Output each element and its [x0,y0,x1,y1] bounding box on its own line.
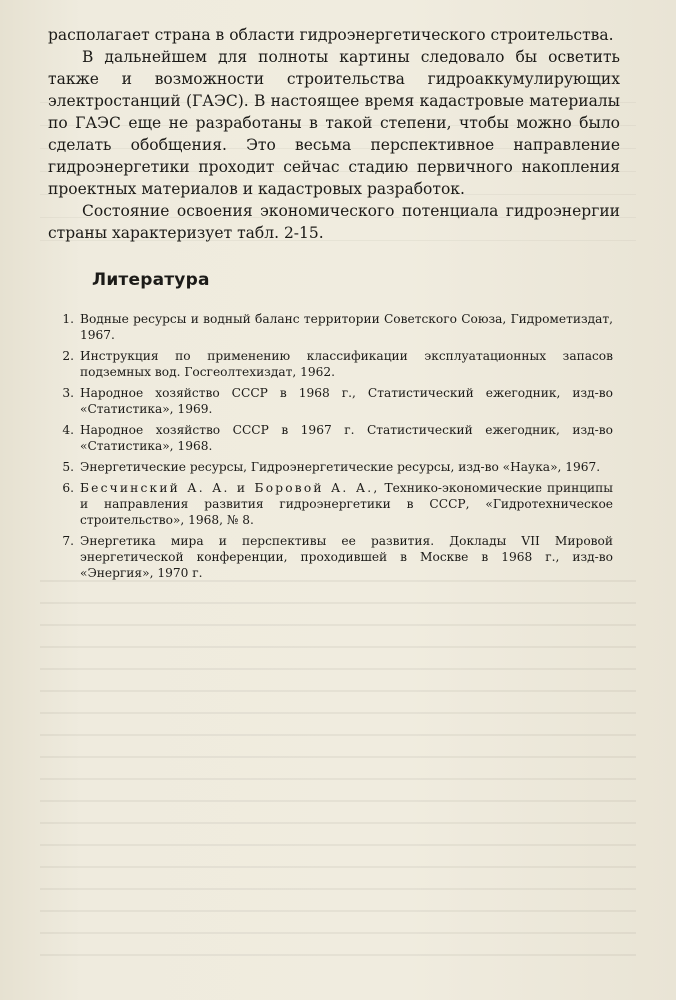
reference-number: 7. [62,534,74,548]
reference-item [48,348,613,380]
reference-item [48,385,613,417]
reference-item [48,422,613,454]
reference-number: 5. [62,460,74,474]
reference-number: 6. [62,481,74,495]
reference-item [48,480,613,528]
reference-text: Народное хозяйство СССР в 1968 г., Статистический ежегодник, изд-во «Статистика», 1969. [80,386,613,416]
reference-text: Энергетика мира и перспективы ее развития. Доклады VII Мировой энергетической конференции, проходившей в Москве в 1968 г., изд-во «Энергия», 1970 г. [80,534,613,580]
reference-author: Бесчинский А. А. и Боровой А. А., [80,481,380,495]
reference-text: Инструкция по применению классификации эксплуатационных запасов подземных вод. Госгеолтехиздат, 1962. [80,349,613,379]
reference-text [80,480,613,528]
paragraph-continued: располагает страна в области гидроэнергетического строительства. [48,26,614,44]
reference-text: Народное хозяйство СССР в 1967 г. Статистический ежегодник, изд-во «Статистика», 1968. [80,423,613,453]
reference-number: 3. [62,386,74,400]
paragraph-table-ref: Состояние освоения экономического потенциала гидроэнергии страны характеризует табл. 2-15. [48,202,620,242]
reference-number: 4. [62,423,74,437]
show-through-lower [40,560,636,956]
reference-item [48,533,613,581]
reference-title: Технико-экономические принципы и направления развития гидроэнергетики в СССР, «Гидротехническое строительство», 1968, № 8. [80,481,613,527]
reference-text: Водные ресурсы и водный баланс территории Советского Союза, Гидрометиздат, 1967. [80,312,613,342]
literature-heading: Литература [92,270,210,290]
reference-item [48,459,613,475]
reference-number: 1. [62,312,74,326]
reference-number: 2. [62,349,74,363]
paragraph-gaes: В дальнейшем для полноты картины следовало бы осветить также и возможности строительства гидроаккумулирующих электростанций (ГАЭС). В настоящее время кадастровые материалы по ГАЭС еще не разработаны в такой степени, чтобы можно было сделать обобщения. Это весьма перспективное направление гидроэнергетики проходит сейчас стадию первичного накопления проектных материалов и кадастровых разработок. [48,48,620,198]
reference-text: Энергетические ресурсы, Гидроэнергетические ресурсы, изд-во «Наука», 1967. [80,460,601,474]
reference-item [48,311,613,343]
body-text [48,24,620,244]
reference-list [48,311,613,586]
